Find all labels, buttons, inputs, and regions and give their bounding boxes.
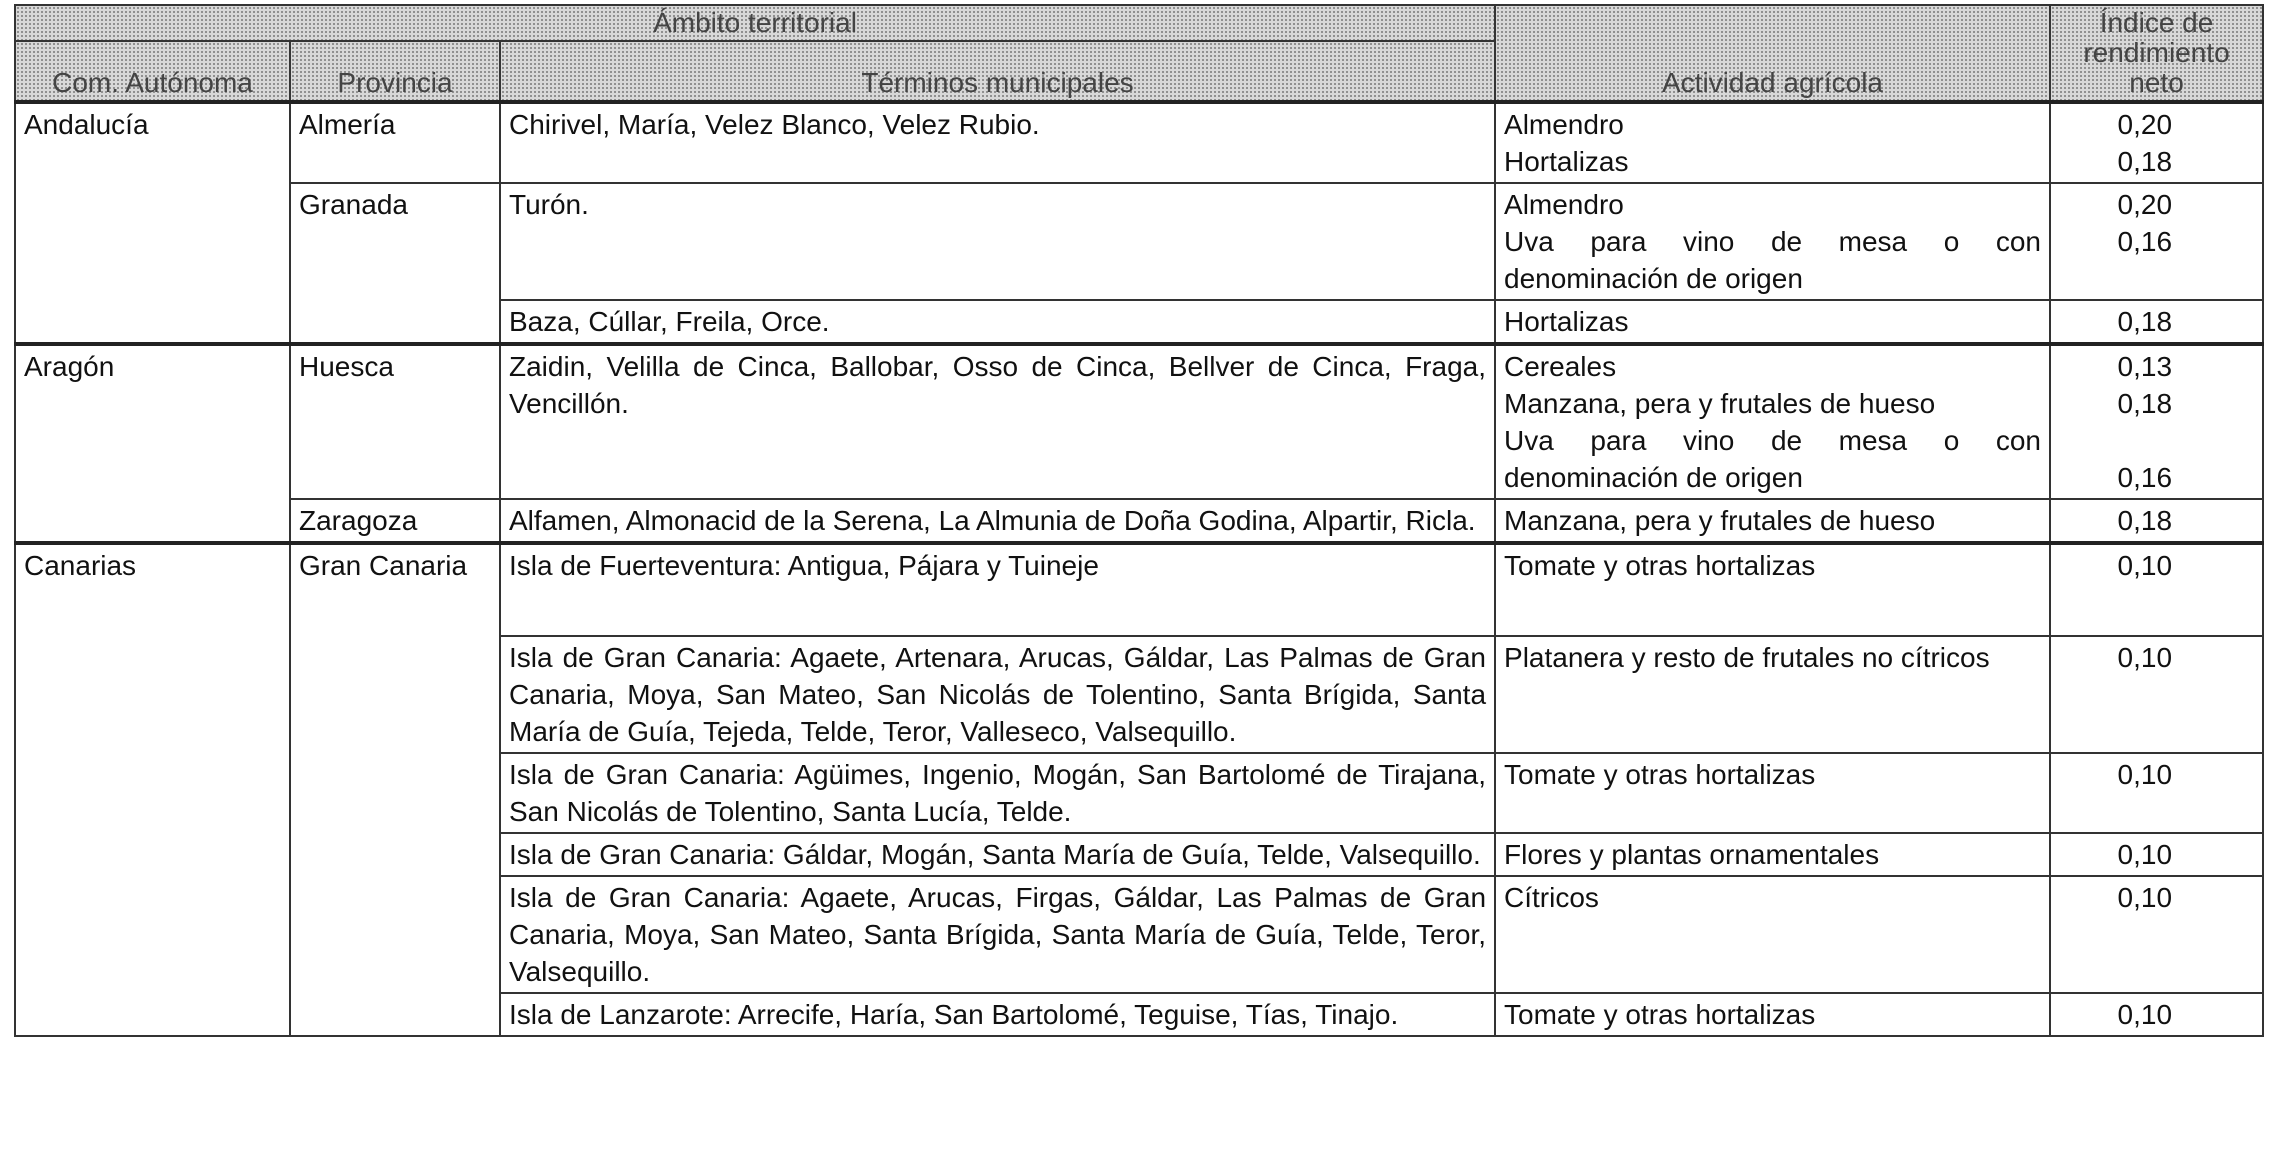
actividad-cell: [1495, 183, 2050, 300]
indice-cell: 0,10: [2050, 833, 2263, 876]
indice-value: 0,16: [2117, 226, 2173, 257]
actividad-cell: Tomate y otras hortalizas: [1495, 753, 2050, 833]
actividad-cell: [1495, 344, 2050, 499]
municipios-cell: Isla de Gran Canaria: Agüimes, Ingenio, Mogán, San Bartolomé de Tirajana, San Nicolás de Tolentino, Santa Lucía, Telde.: [500, 753, 1495, 833]
actividad-cell: Manzana, pera y frutales de hueso: [1495, 499, 2050, 543]
header-provincia: Provincia: [290, 41, 500, 102]
header-indice: Índice de rendimiento neto: [2050, 5, 2263, 102]
municipios-cell: Baza, Cúllar, Freila, Orce.: [500, 300, 1495, 344]
indice-cell: 0,18: [2050, 300, 2263, 344]
indice-value: 0,18: [2117, 388, 2173, 419]
indice-value: 0,20: [2117, 109, 2173, 140]
header-terminos: Términos municipales: [500, 41, 1495, 102]
actividad-line: Cereales: [1504, 351, 1617, 382]
indice-cell: 0,10: [2050, 543, 2263, 636]
municipios-cell: Isla de Lanzarote: Arrecife, Haría, San Bartolomé, Teguise, Tías, Tinajo.: [500, 993, 1495, 1036]
indice-spacer: [2059, 422, 2172, 459]
com-autonoma-cell: Aragón: [15, 344, 290, 543]
table-row: [15, 499, 2263, 543]
provincia-cell: Huesca: [290, 344, 500, 499]
municipios-cell: Zaidin, Velilla de Cinca, Ballobar, Osso de Cinca, Bellver de Cinca, Fraga, Vencillón.: [500, 344, 1495, 499]
table-row: [15, 102, 2263, 183]
actividad-cell: Hortalizas: [1495, 300, 2050, 344]
com-autonoma-cell: Canarias: [15, 543, 290, 1036]
table-row: [15, 344, 2263, 499]
provincia-cell: Gran Canaria: [290, 543, 500, 1036]
actividad-line: Hortalizas: [1504, 146, 1629, 177]
actividad-cell: Platanera y resto de frutales no cítricos: [1495, 636, 2050, 753]
actividad-cell: [1495, 102, 2050, 183]
municipios-cell: Chirivel, María, Velez Blanco, Velez Rubio.: [500, 102, 1495, 183]
actividad-line: Almendro: [1504, 109, 1624, 140]
table-row: [15, 543, 2263, 636]
municipios-cell: Alfamen, Almonacid de la Serena, La Almunia de Doña Godina, Alpartir, Ricla.: [500, 499, 1495, 543]
municipios-cell: Isla de Gran Canaria: Agaete, Arucas, Firgas, Gáldar, Las Palmas de Gran Canaria, Moya, San Mateo, Santa Brígida, Santa María de Guía, Telde, Teror, Valsequillo.: [500, 876, 1495, 993]
indice-cell: 0,10: [2050, 636, 2263, 753]
actividad-cell: Flores y plantas ornamentales: [1495, 833, 2050, 876]
actividad-cell: Cítricos: [1495, 876, 2050, 993]
actividad-line: Almendro: [1504, 189, 1624, 220]
indice-cell: [2050, 344, 2263, 499]
header-actividad: Actividad agrícola: [1495, 5, 2050, 102]
header-ambito: Ámbito territorial: [15, 5, 1495, 41]
provincia-cell: Zaragoza: [290, 499, 500, 543]
com-autonoma-cell: Andalucía: [15, 102, 290, 344]
provincia-cell: Almería: [290, 102, 500, 183]
indice-cell: [2050, 102, 2263, 183]
provincia-cell: Granada: [290, 183, 500, 344]
indice-cell: 0,10: [2050, 753, 2263, 833]
municipios-cell: Turón.: [500, 183, 1495, 300]
actividad-line: Uva para vino de mesa o con denominación de origen: [1504, 226, 2042, 294]
indice-value: 0,18: [2117, 146, 2173, 177]
actividad-cell: Tomate y otras hortalizas: [1495, 993, 2050, 1036]
actividad-line: Manzana, pera y frutales de hueso: [1504, 388, 1936, 419]
agricultural-yield-table: [14, 4, 2264, 1037]
municipios-cell: Isla de Gran Canaria: Gáldar, Mogán, Santa María de Guía, Telde, Valsequillo.: [500, 833, 1495, 876]
municipios-cell: Isla de Fuerteventura: Antigua, Pájara y Tuineje: [500, 543, 1495, 636]
actividad-line: Uva para vino de mesa o con denominación de origen: [1504, 425, 2042, 493]
table-row: [15, 183, 2263, 300]
actividad-cell: Tomate y otras hortalizas: [1495, 543, 2050, 636]
indice-value: 0,13: [2117, 351, 2173, 382]
indice-value: 0,16: [2117, 462, 2173, 493]
indice-cell: [2050, 183, 2263, 300]
indice-cell: 0,10: [2050, 993, 2263, 1036]
indice-cell: 0,18: [2050, 499, 2263, 543]
municipios-cell: Isla de Gran Canaria: Agaete, Artenara, Arucas, Gáldar, Las Palmas de Gran Canaria, Moya, San Mateo, San Nicolás de Tolentino, Santa Brígida, Santa María de Guía, Tejeda, Telde, Teror, Valleseco, Valsequillo.: [500, 636, 1495, 753]
header-com-autonoma: Com. Autónoma: [15, 41, 290, 102]
indice-value: 0,20: [2117, 189, 2173, 220]
indice-cell: 0,10: [2050, 876, 2263, 993]
